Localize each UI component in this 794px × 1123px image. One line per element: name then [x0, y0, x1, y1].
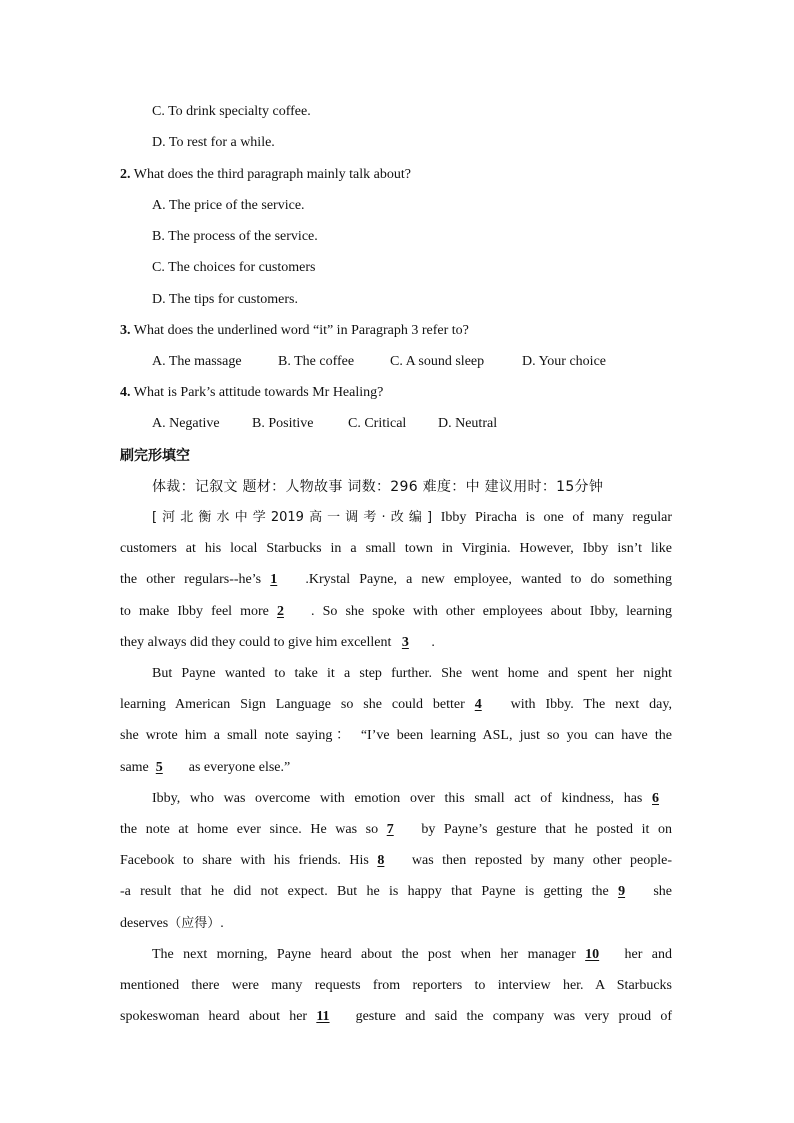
- passage-line: customers at his local Starbucks in a small town in Virginia. However, Ibby isn’t like: [120, 541, 672, 556]
- passage-line: same 5 as everyone else.”: [120, 758, 672, 778]
- blank-9[interactable]: 9: [618, 884, 626, 899]
- q2-option-c: C. The choices for customers: [152, 260, 316, 275]
- passage-line: the other regulars--he’s 1 .Krystal Payne, a new employee, wanted to do something: [120, 570, 672, 590]
- blank-4[interactable]: 4: [474, 697, 482, 712]
- passage-line: learning American Sign Language so she could better 4 with Ibby. The next day,: [120, 695, 672, 715]
- q4-option-d: D. Neutral: [438, 416, 498, 431]
- q2-option-d: D. The tips for customers.: [152, 292, 298, 307]
- passage-line: they always did they could to give him excellent 3 .: [120, 633, 672, 653]
- q3-options: [152, 352, 606, 372]
- passage-line: But Payne wanted to take it a step further. She went home and spent her night: [152, 666, 672, 681]
- passage-line: the note at home ever since. He was so 7 by Payne’s gesture that he posted it on: [120, 820, 672, 840]
- q3-option-a: A. The massage: [152, 354, 242, 369]
- q3-option-d: D. Your choice: [522, 354, 606, 369]
- q3-option-c: C. A sound sleep: [390, 354, 485, 369]
- q1-option-d: D. To rest for a while.: [152, 135, 275, 150]
- question-4: 4. What is Park’s attitude towards Mr Healing?: [120, 385, 384, 400]
- passage-line: Facebook to share with his friends. His 8 was then reposted by many other people-: [120, 851, 672, 871]
- passage-line: deserves（应得）.: [120, 916, 224, 931]
- q1-option-c: C. To drink specialty coffee.: [152, 104, 311, 119]
- q4-option-c: C. Critical: [348, 416, 407, 431]
- blank-6[interactable]: 6: [652, 791, 659, 806]
- passage-line: [河北衡水中学2019高一调考·改编] Ibby Piracha is one of many regular: [152, 510, 672, 525]
- blank-7[interactable]: 7: [386, 822, 394, 837]
- blank-2[interactable]: 2: [276, 604, 284, 619]
- passage-line: mentioned there were many requests from reporters to interview her. A Starbucks: [120, 978, 672, 993]
- blank-11[interactable]: 11: [316, 1009, 330, 1024]
- passage-line: spokeswoman heard about her 11 gesture and said the company was very proud of: [120, 1007, 672, 1027]
- passage-line: Ibby, who was overcome with emotion over this small act of kindness, has 6: [152, 789, 672, 809]
- passage-line: to make Ibby feel more 2 . So she spoke with other employees about Ibby, learning: [120, 602, 672, 622]
- q4-option-a: A. Negative: [152, 416, 220, 431]
- blank-5[interactable]: 5: [155, 760, 163, 775]
- passage-meta: 体裁：记叙文 题材：人物故事 词数：296 难度：中 建议用时：15分钟: [152, 479, 604, 495]
- question-2: 2. What does the third paragraph mainly talk about?: [120, 167, 411, 182]
- q3-option-b: B. The coffee: [278, 354, 355, 369]
- blank-10[interactable]: 10: [585, 947, 600, 962]
- q4-options: [152, 414, 497, 434]
- passage-source: [河北衡水中学2019高一调考·改编]: [152, 510, 433, 525]
- q2-option-b: B. The process of the service.: [152, 229, 318, 244]
- blank-1[interactable]: 1: [270, 572, 278, 587]
- question-3: 3. What does the underlined word “it” in Paragraph 3 refer to?: [120, 323, 469, 338]
- passage-line: The next morning, Payne heard about the post when her manager 10 her and: [152, 945, 672, 965]
- section-heading: 刷完形填空: [120, 448, 190, 464]
- blank-3[interactable]: 3: [401, 635, 409, 650]
- passage-line: she wrote him a small note saying： “I’ve been learning ASL, just so you can have the: [120, 728, 672, 743]
- passage-line: -a result that he did not expect. But he is happy that Payne is getting the 9 she: [120, 882, 672, 902]
- q2-option-a: A. The price of the service.: [152, 198, 305, 213]
- q4-option-b: B. Positive: [252, 416, 314, 431]
- blank-8[interactable]: 8: [377, 853, 385, 868]
